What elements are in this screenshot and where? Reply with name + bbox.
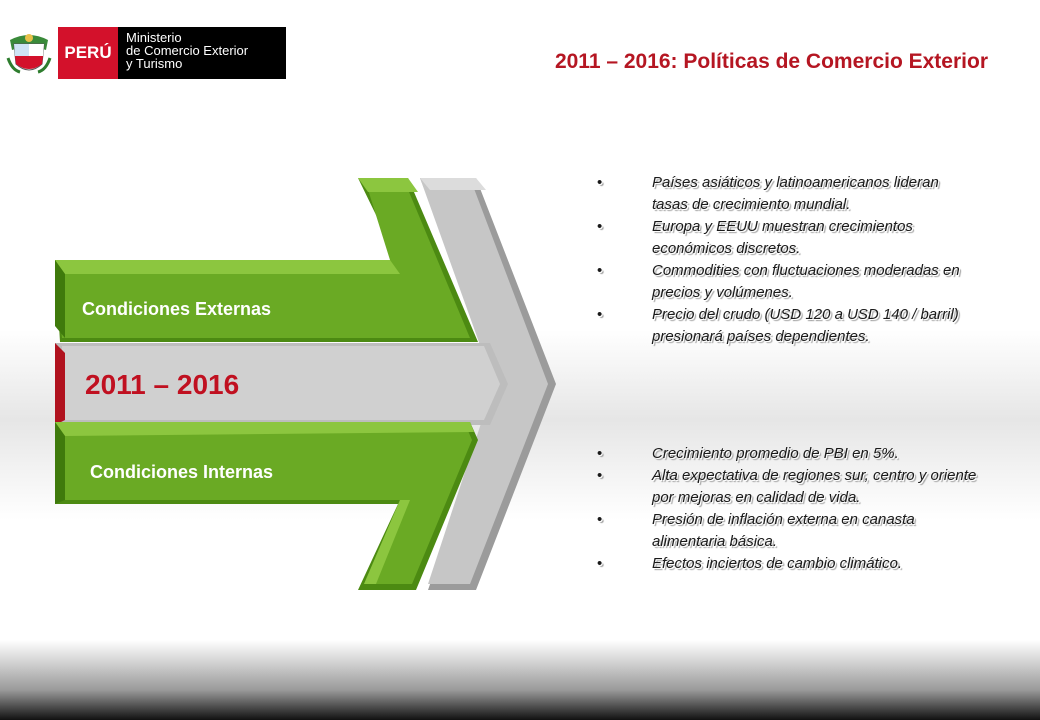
internal-conditions-list [597,443,987,575]
list-item-text: Países asiáticos y latinoamericanos lideran tasas de crecimiento mundial. [652,174,939,213]
external-conditions-label: Condiciones Externas [82,299,272,319]
list-item-text: Crecimiento promedio de PBI en 5%. [652,445,899,462]
list-item [597,216,977,260]
list-item [597,553,987,575]
list-item [597,260,977,304]
external-conditions-list [597,172,977,348]
logo-ministry-line: y Turismo [126,56,183,71]
internal-conditions-label: Condiciones Internas [90,462,274,482]
list-item [597,172,977,216]
internal-band [55,422,478,590]
list-item-text: Presión de inflación externa en canasta alimentaria básica. [652,511,915,550]
bullet-icon: • [597,467,603,484]
logo-ministry-line: de Comercio Exterior [126,43,249,58]
bullet-icon: • [597,262,603,279]
list-item-text: Commodities con fluctuaciones moderadas en precios y volúmenes. [652,262,960,301]
list-item [597,465,987,509]
bullet-icon: • [597,218,603,235]
list-item [597,509,987,553]
bullet-icon: • [597,445,603,462]
bullet-icon: • [597,306,603,323]
bullet-icon: • [597,511,603,528]
logo-ministry-line: Ministerio [126,30,182,45]
logo-country: PERÚ [58,27,118,79]
list-item-text: Alta expectativa de regiones sur, centro y oriente por mejoras en calidad de vida. [652,467,977,506]
bullet-icon: • [597,174,603,191]
bullet-icon: • [597,555,603,572]
list-item-text: Efectos inciertos de cambio climático. [652,555,903,572]
list-item [597,443,987,465]
list-item [597,304,977,348]
period-label: 2011 – 2016 [85,369,240,400]
list-item-text: Europa y EEUU muestran crecimientos económicos discretos. [652,218,913,257]
list-item-text: Precio del crudo (USD 120 a USD 140 / barril) presionará países dependientes. [652,306,959,345]
slide-title: 2011 – 2016: Políticas de Comercio Exterior [554,50,988,73]
